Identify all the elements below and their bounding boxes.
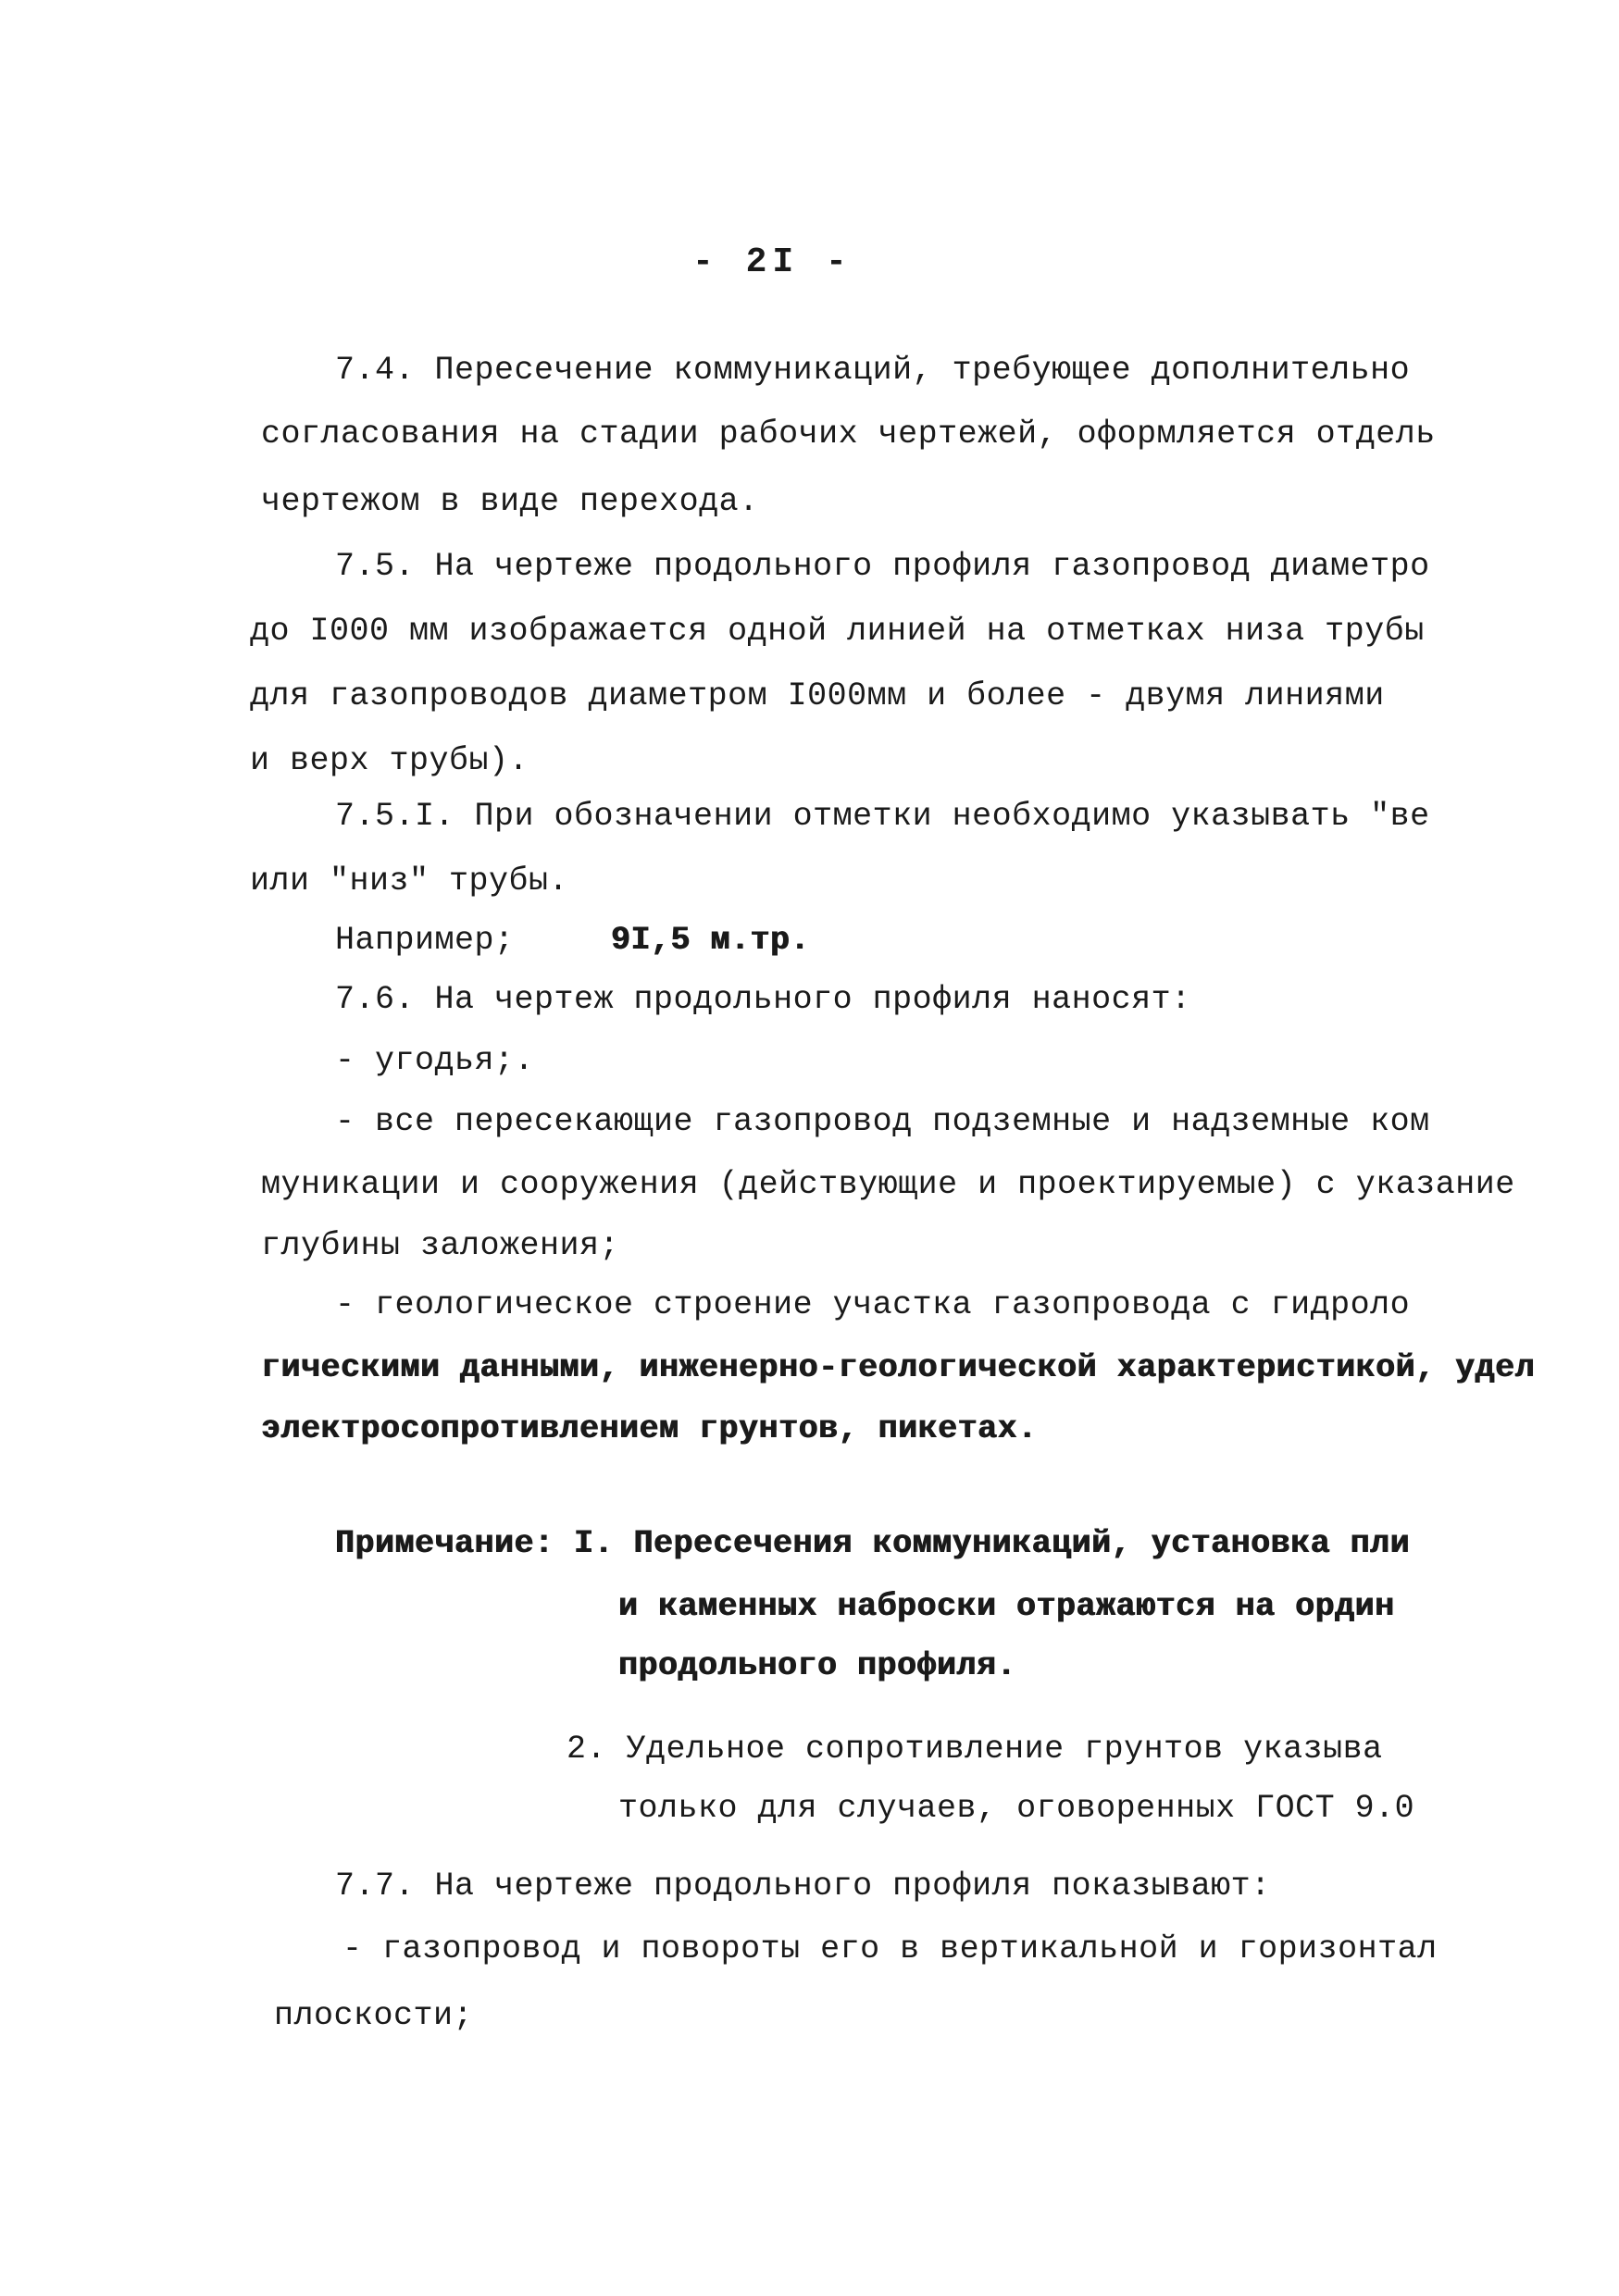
note-line: и каменных наброски отражаются на ордин — [618, 1588, 1395, 1625]
text-line: - все пересекающие газопровод подземные и надземные ком — [335, 1103, 1430, 1140]
note-item: 2. Удельное сопротивление грунтов указыва — [567, 1731, 1383, 1768]
text-line: и верх трубы). — [250, 742, 529, 779]
text-line: гическими данными, инженерно-геологической характеристикой, удел — [261, 1349, 1536, 1386]
text-line: чертежом в виде перехода. — [261, 483, 759, 520]
note-line: продольного профиля. — [618, 1647, 1017, 1684]
text-line: до I000 мм изображается одной линией на отметках низа трубы — [250, 613, 1425, 650]
example-value: 9I,5 м.тр. — [611, 922, 811, 959]
text-line: для газопроводов диаметром I000мм и более - двумя линиями — [250, 677, 1385, 714]
text-line: - газопровод и повороты его в вертикальной и горизонтал — [342, 1930, 1438, 1967]
text-line: 7.5.I. При обозначении отметки необходимо указывать "ве — [335, 798, 1430, 835]
text-line: электросопротивлением грунтов, пикетах. — [261, 1410, 1038, 1447]
page-number: - 2I - — [692, 242, 853, 282]
text-line: - угодья;. — [335, 1042, 535, 1079]
text-line: 7.6. На чертеж продольного профиля наносят: — [335, 981, 1191, 1018]
note-line: только для случаев, оговоренных ГОСТ 9.0 — [618, 1790, 1415, 1827]
text-line: 7.4. Пересечение коммуникаций, требующее дополнительно — [335, 352, 1411, 389]
text-line: - геологическое строение участка газопровода с гидроло — [335, 1286, 1411, 1323]
text-line: или "низ" трубы. — [250, 863, 569, 900]
example-label: Например; — [335, 922, 515, 959]
text-line: глубины заложения; — [261, 1227, 620, 1264]
text-line: муникации и сооружения (действующие и проектируемые) с указание — [261, 1166, 1515, 1203]
text-line: плоскости; — [274, 1997, 474, 2034]
text-line: 7.7. На чертеже продольного профиля показывают: — [335, 1868, 1271, 1905]
text-line: согласования на стадии рабочих чертежей, оформляется отдель — [261, 416, 1436, 453]
note-heading: Примечание: I. Пересечения коммуникаций, установка пли — [335, 1525, 1411, 1562]
text-line: 7.5. На чертеже продольного профиля газопровод диаметро — [335, 548, 1430, 585]
